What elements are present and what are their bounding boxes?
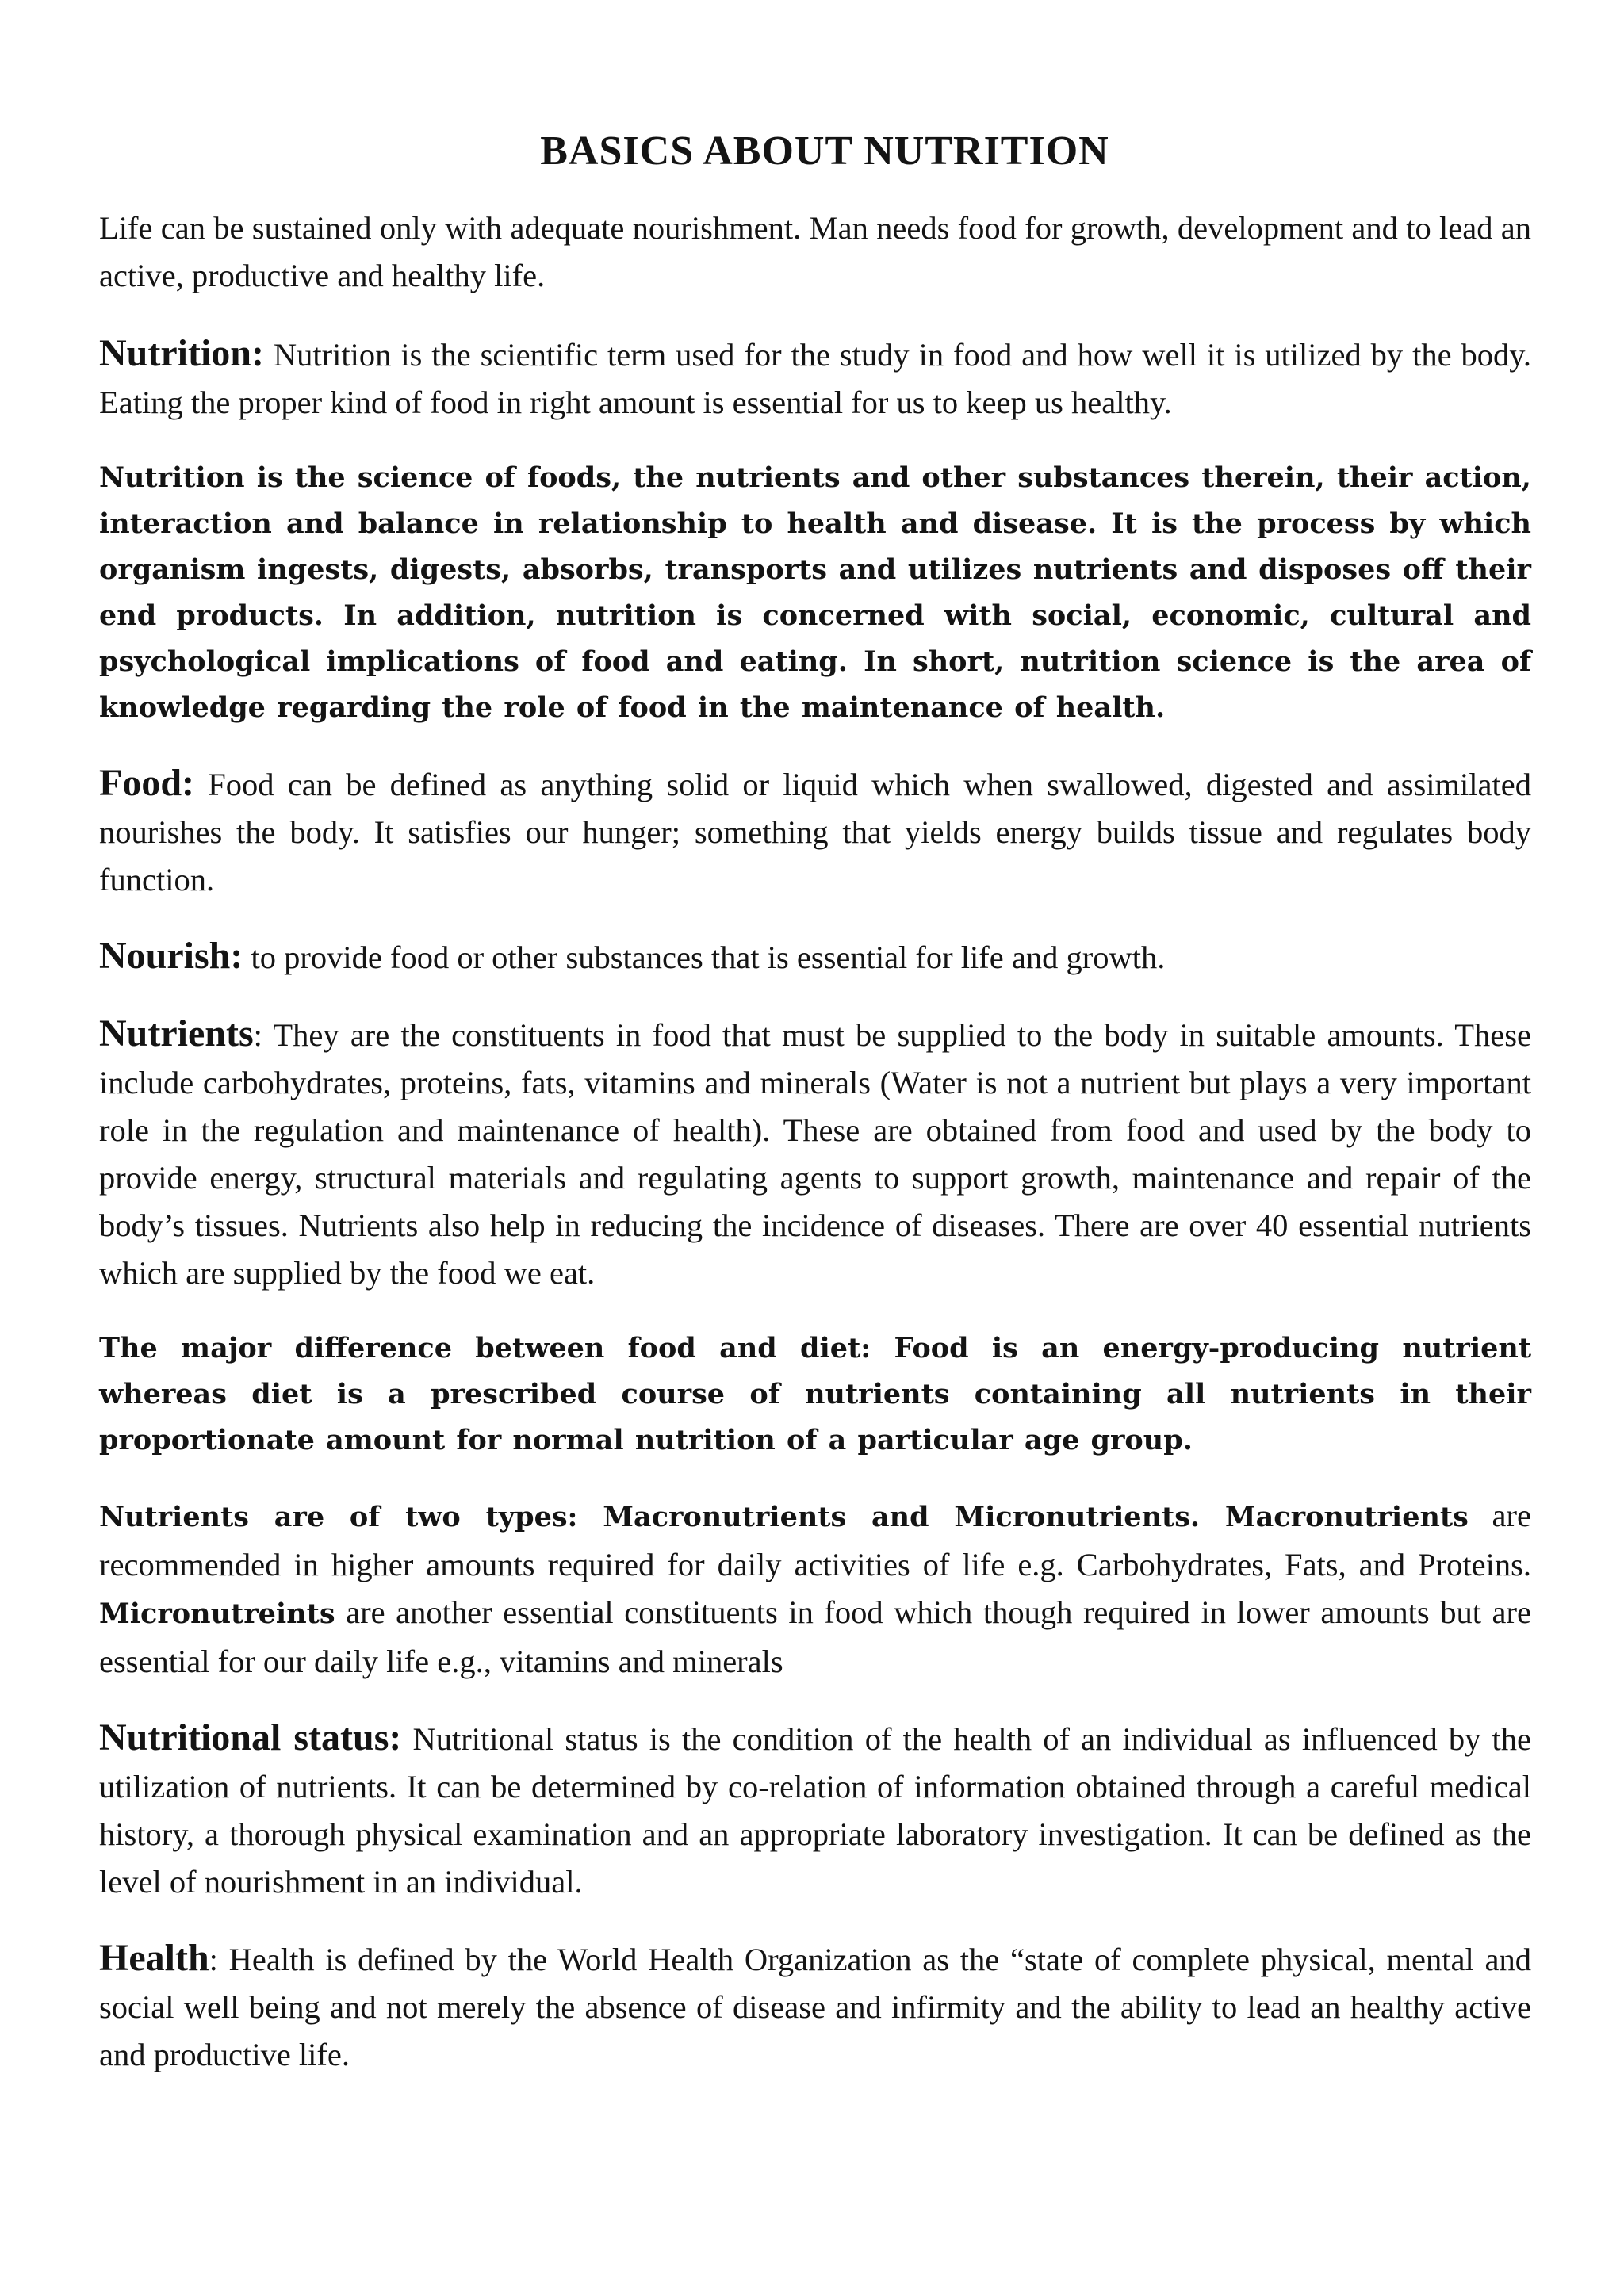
health-text: : Health is defined by the World Health Organization as the “state of complete physical, mental and social well being and not merely the absence of disease and infirmity and the ability to lead an healthy active and productive life. (99, 1942, 1531, 2073)
nourish-definition (99, 932, 1531, 982)
food-definition (99, 760, 1531, 904)
food-vs-diet-paragraph: The major difference between food and diet: Food is an energy-producing nutrient whereas diet is a prescribed course of nutrients containing all nutrients in their proportionate amount for normal nutrition of a particular age group. (99, 1332, 1531, 1457)
page-title: BASICS ABOUT NUTRITION (540, 128, 1109, 174)
food-text: Food can be defined as anything solid or liquid which when swallowed, digested and assimilated nourishes the body. It satisfies our hunger; something that yields energy builds tissue and regulates body function. (99, 767, 1531, 898)
nutrient-types-text1: are recommended in higher amounts required for daily activities of life e.g. Carbohydrates, Fats, and Proteins. (99, 1498, 1531, 1583)
nutrition-term: Nutrition: (99, 332, 264, 375)
health-definition (99, 1934, 1531, 2079)
nutrition-definition (99, 330, 1531, 427)
nourish-text: to provide food or other substances that is essential for life and growth. (243, 939, 1166, 976)
nutrients-term: Nutrients (99, 1012, 254, 1055)
micronutrients-term: Micronutreints (99, 1598, 335, 1631)
nutrients-definition (99, 1010, 1531, 1297)
document-page (99, 127, 1531, 2079)
intro-paragraph: Life can be sustained only with adequate nourishment. Man needs food for growth, development and to lead an active, productive and healthy life. (99, 210, 1531, 294)
nutrient-types-lead: Nutrients are of two types: Macronutrients and Micronutrients. Macronutrients (99, 1501, 1469, 1534)
nutritional-status-definition (99, 1714, 1531, 1906)
food-term: Food: (99, 762, 194, 805)
nutrients-text: : They are the constituents in food that must be supplied to the body in suitable amounts. These include carbohydrates, proteins, fats, vitamins and minerals (Water is not a nutrient but plays a very important role in the regulation and maintenance of health). These are obtained from food and used by the body to provide energy, structural materials and regulating agents to support growth, maintenance and repair of the body’s tissues. Nutrients also help in reducing the incidence of diseases. There are over 40 essential nutrients which are supplied by the food we eat. (99, 1017, 1531, 1292)
nutritional-status-text: Nutritional status is the condition of the health of an individual as influenced by the utilization of nutrients. It can be determined by co-relation of information obtained through a careful medical history, a thorough physical examination and an appropriate laboratory investigation. It can be defined as the level of nourishment in an individual. (99, 1721, 1532, 1900)
nutrient-types-paragraph (99, 1492, 1531, 1686)
nutrition-text: Nutrition is the scientific term used for the study in food and how well it is utilized by the body. Eating the proper kind of food in right amount is essential for us to keep us healthy. (99, 337, 1531, 421)
nutritional-status-term: Nutritional status: (99, 1716, 402, 1759)
health-term: Health (99, 1937, 209, 1980)
nourish-term: Nourish: (99, 935, 243, 978)
nutrition-science-paragraph: Nutrition is the science of foods, the nutrients and other substances therein, their action, interaction and balance in relationship to health and disease. It is the process by which organism ingests, digests, absorbs, transports and utilizes nutrients and disposes off their end products. In addition, nutrition is concerned with social, economic, cultural and psychological implications of food and eating. In short, nutrition science is the area of knowledge regarding the role of food in the maintenance of health. (99, 461, 1531, 725)
nutrient-types-text2: are another essential constituents in food which though required in lower amounts but are essential for our daily life e.g., vitamins and minerals (99, 1594, 1531, 1680)
